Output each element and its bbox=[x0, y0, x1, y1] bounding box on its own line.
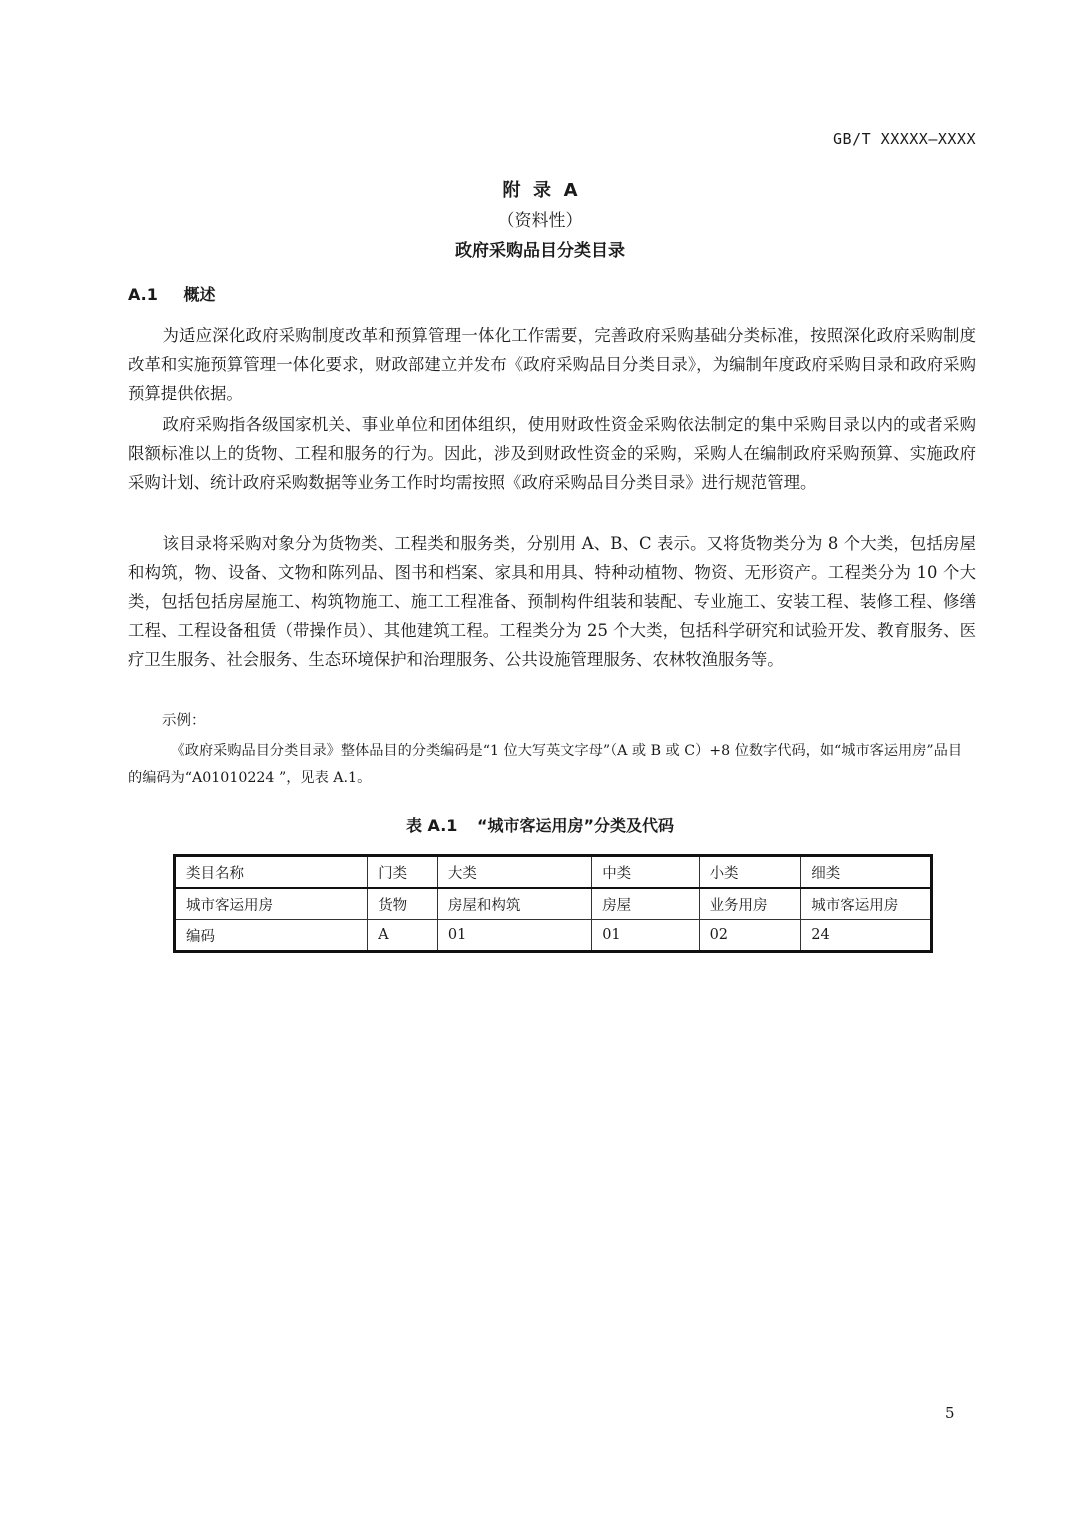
table-cell: 24 bbox=[801, 920, 932, 952]
table-cell: 门类 bbox=[368, 856, 438, 889]
table-header-row bbox=[175, 856, 932, 889]
appendix-nature: （资料性） bbox=[497, 211, 583, 231]
table-row bbox=[175, 888, 932, 920]
table-cell: 类目名称 bbox=[175, 856, 368, 889]
table-cell: 业务用房 bbox=[699, 888, 801, 920]
standard-code: GB/T XXXXX—XXXX bbox=[833, 130, 976, 148]
section-number: A.1 bbox=[128, 285, 158, 304]
paragraph: 该目录将采购对象分为货物类、工程类和服务类，分别用 A、B、C 表示。又将货物类分为 8 个大类，包括房屋和构筑，物、设备、文物和陈列品、图书和档案、家具和用具、特种动植物、物资、无形资产。工程类分为 10 个大类，包括包括房屋施工、构筑物施工、施工工程准备、预制构件组装和装配、专业施工、安装工程、装修工程、修缮工程、工程设备租赁（带操作员）、其他建筑工程。工程类分为 25 个大类，包括科学研究和试验开发、教育服务、医疗卫生服务、社会服务、生态环境保护和治理服务、公共设施管理服务、农林牧渔服务等。 bbox=[128, 534, 976, 669]
table-cell: 中类 bbox=[592, 856, 699, 889]
table-cell: 01 bbox=[437, 920, 591, 952]
page-number: 5 bbox=[945, 1404, 955, 1422]
table-cell: 城市客运用房 bbox=[801, 888, 932, 920]
table-cell: 房屋 bbox=[592, 888, 699, 920]
table-caption bbox=[0, 813, 1080, 836]
table-cell: 02 bbox=[699, 920, 801, 952]
table-cell: 大类 bbox=[437, 856, 591, 889]
table-cell: 货物 bbox=[368, 888, 438, 920]
table-cell: 01 bbox=[592, 920, 699, 952]
section-heading bbox=[128, 282, 215, 305]
table-cell: 小类 bbox=[699, 856, 801, 889]
classification-table bbox=[173, 854, 933, 953]
table-cell: 城市客运用房 bbox=[175, 888, 368, 920]
appendix-title: 附 录 A bbox=[502, 180, 578, 201]
table-cell: 细类 bbox=[801, 856, 932, 889]
table-cell: 房屋和构筑 bbox=[437, 888, 591, 920]
paragraph: 为适应深化政府采购制度改革和预算管理一体化工作需要，完善政府采购基础分类标准，按照深化政府采购制度改革和实施预算管理一体化要求，财政部建立并发布《政府采购品目分类目录》，为编制年度政府采购目录和政府采购预算提供依据。 bbox=[128, 326, 976, 403]
table-row bbox=[175, 920, 932, 952]
table-cell: A bbox=[368, 920, 438, 952]
table-caption-id: 表 A.1 bbox=[405, 816, 458, 835]
table-cell: 编码 bbox=[175, 920, 368, 952]
table-caption-title: “城市客运用房”分类及代码 bbox=[477, 816, 675, 835]
paragraph: 政府采购指各级国家机关、事业单位和团体组织，使用财政性资金采购依法制定的集中采购目录以内的或者采购限额标准以上的货物、工程和服务的行为。因此，涉及到财政性资金的采购，采购人在编制政府采购预算、实施政府采购计划、统计政府采购数据等业务工作时均需按照《政府采购品目分类目录》进行规范管理。 bbox=[128, 415, 976, 492]
appendix-name: 政府采购品目分类目录 bbox=[455, 241, 625, 261]
example-label: 示例： bbox=[162, 713, 206, 729]
example-text: 《政府采购品目分类目录》整体品目的分类编码是“1 位大写英文字母”（A 或 B 或 C）+8 位数字代码，如“城市客运用房”品目的编码为“A01010224 ”，见表 A.1。 bbox=[128, 743, 963, 786]
section-title: 概述 bbox=[183, 285, 216, 304]
